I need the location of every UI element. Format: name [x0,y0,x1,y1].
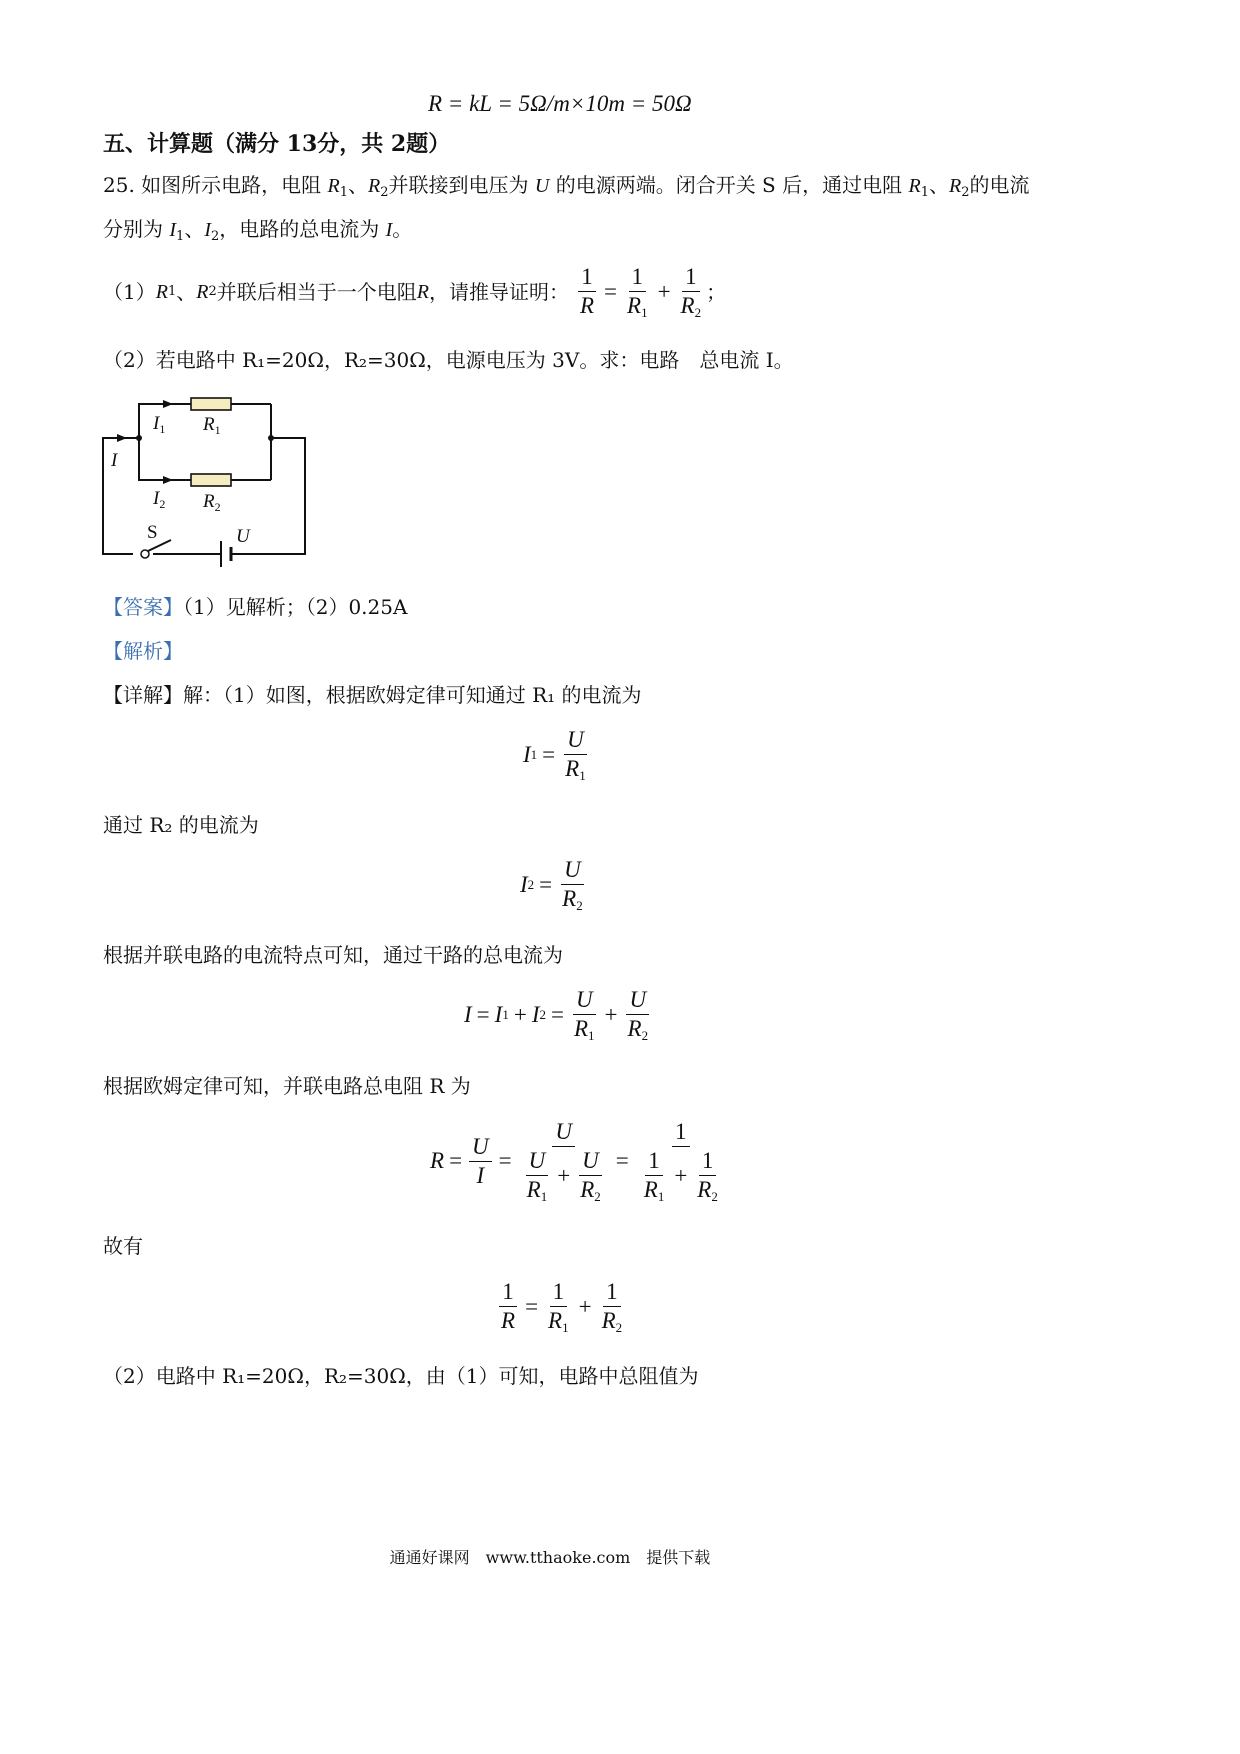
switch-pivot [141,550,149,558]
detail-line-6: （2）电路中 R₁=20Ω，R₂=30Ω，由（1）可知，电路中总阻值为 [103,1364,699,1388]
junction-right [268,435,274,441]
label-s: S [147,522,158,543]
arrow-i [117,434,127,442]
label-i: I [111,450,118,471]
question-part-1: （1） R 1 、 R 2 并联后相当于一个电阻 R ，请推导证明： $\frac{1}{R}$ = $\frac{1}{R_1}$ + $\frac{1}{R_2}$ ； [103,264,727,320]
arrow-i1 [163,400,173,408]
label-i2: $I_2$ [153,488,166,511]
detail-tag: 【详解】 [103,683,183,707]
top-formula [428,91,692,117]
resistor-r1 [191,398,231,410]
footer-text: 通通好课网 www.tthaoke.com 提供下载 [389,1548,711,1567]
equation-reciprocal: $\frac{1}{R}$ = $\frac{1}{R_1}$ + $\frac{1}{R_2}$ [501,1279,623,1335]
junction-left [136,435,142,441]
label-r1: $R_1$ [203,414,221,437]
equation-i2: I 2 = $\frac{U}{R_2}$ [520,857,583,913]
detail-line-4: 根据欧姆定律可知，并联电路总电阻 R 为 [103,1074,471,1098]
detail-line-5: 故有 [103,1234,143,1258]
question-line-1: 25. 如图所示电路，电阻 $R_1$、$R_2$并联接到电压为 U 的电源两端。闭合开关 S 后，通过电阻 $R_1$、$R_2$的电流 [103,173,1030,200]
analysis-tag: 【解析】 [103,639,183,663]
section-title: 五、计算题（满分 13分，共 2题） [103,131,451,157]
part1-formula: $\frac{1}{R}$ = $\frac{1}{R_1}$ + $\frac{1}{R_2}$ [579,264,702,320]
question-line-2: 分别为 $I_1$、$I_2$，电路的总电流为 I。 [103,217,413,244]
top-formula-text: R = kL = 5Ω/m×10m = 50Ω [428,91,692,116]
arrow-i2 [163,476,173,484]
answer-line [103,594,407,620]
circuit-diagram [95,390,325,580]
equation-i1: I 1 = $\frac{U}{R_1}$ [523,727,586,783]
equation-total-resistance: R = $\frac{U}{I}$ = U $\frac{U}{R_1}$ + $\frac{U}{R_2}$ = 1 $\frac{1}{R_1}$ + $\frac{1}{R_2}$ [430,1119,718,1204]
label-i1: $I_1$ [153,413,166,436]
label-r2: $R_2$ [203,491,221,514]
detail-line-1: 【详解】解：（1）如图，根据欧姆定律可知通过 R₁ 的电流为 [103,683,642,707]
detail-line-3: 根据并联电路的电流特点可知，通过干路的总电流为 [103,943,563,967]
label-u: U [236,526,250,547]
answer-tag: 【答案】 [103,595,183,619]
detail-line-2: 通过 R₂ 的电流为 [103,813,259,837]
equation-total-current: I = I 1 + I 2 = $\frac{U}{R_1}$ + $\frac{U}{R_2}$ [464,987,649,1043]
resistor-r2 [191,474,231,486]
question-part-2: （2）若电路中 R₁=20Ω，R₂=30Ω，电源电压为 3V。求：电路 总电流 I。 [103,348,794,372]
answer-text: （1）见解析；（2）0.25A [183,595,408,619]
